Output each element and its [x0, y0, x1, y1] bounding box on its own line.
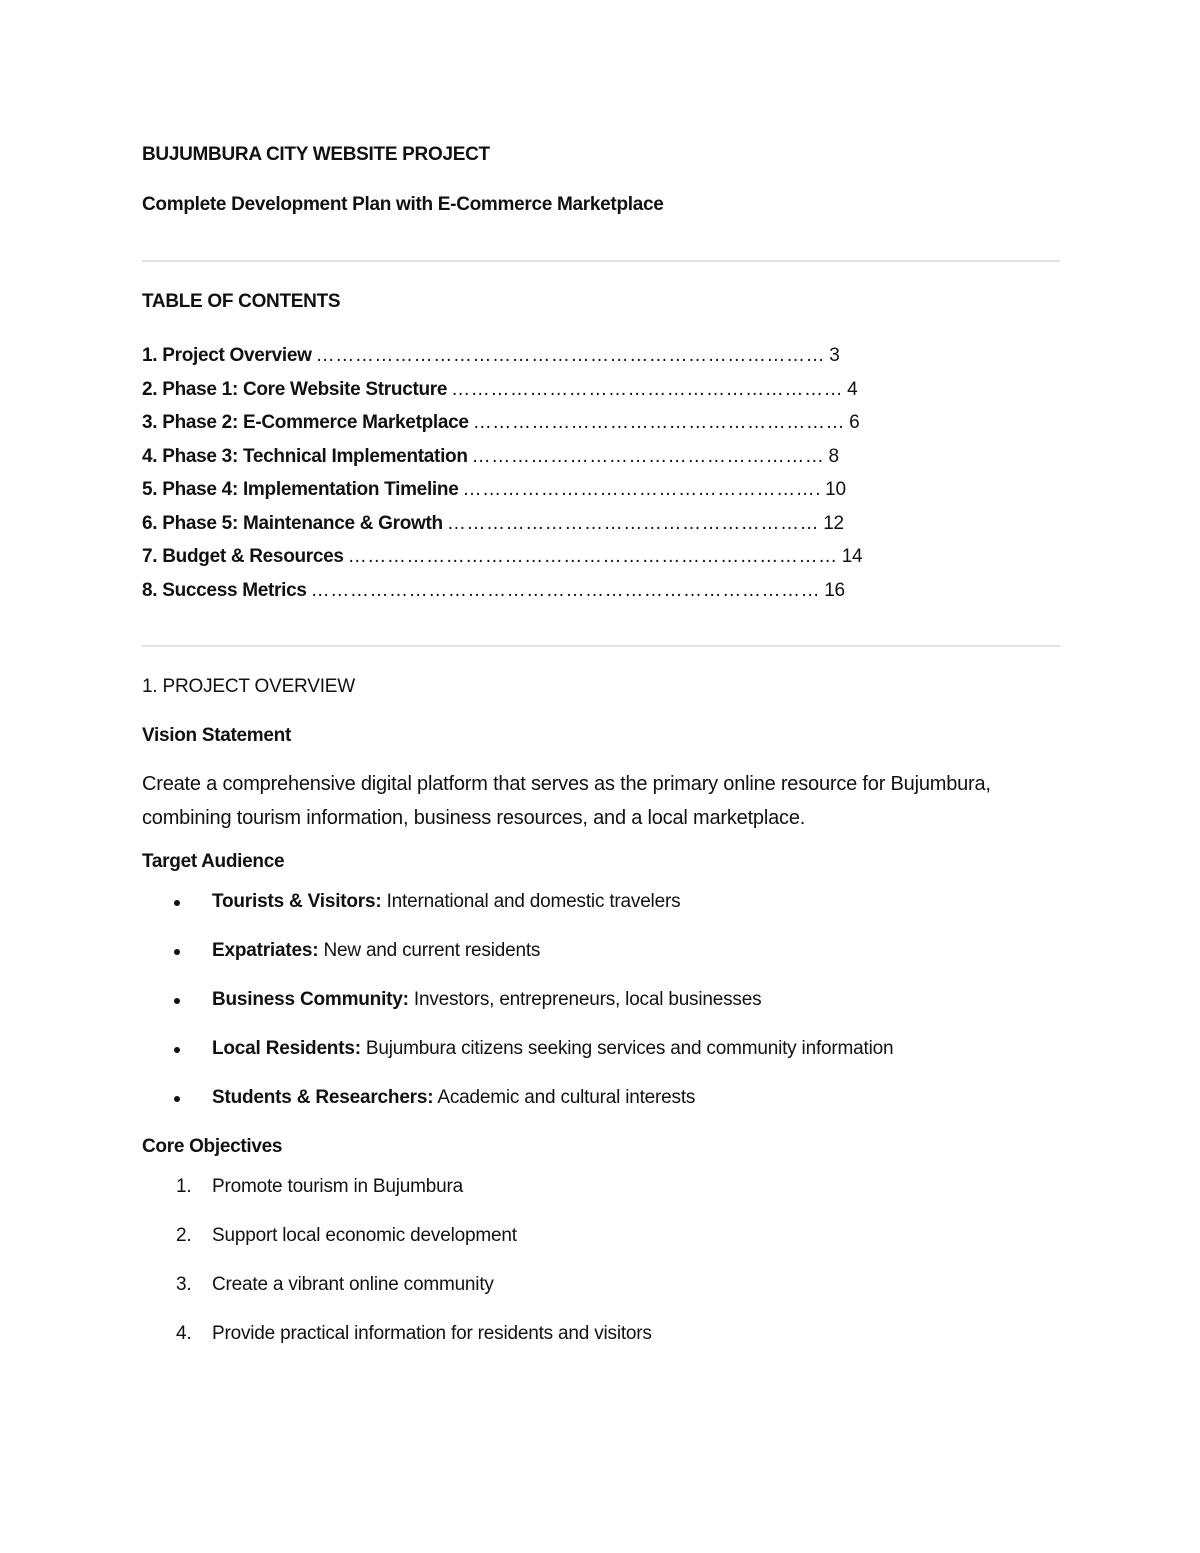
divider: [142, 645, 1060, 647]
table-of-contents: [142, 339, 1060, 607]
audience-description: Bujumbura citizens seeking services and community information: [360, 1038, 894, 1059]
toc-entry: [142, 574, 1060, 608]
list-number: 2.: [176, 1225, 192, 1246]
audience-description: International and domestic travelers: [381, 891, 681, 912]
objectives-list: [142, 1174, 1060, 1347]
toc-page-number: 4: [847, 378, 858, 400]
bullet-icon: [174, 949, 180, 955]
document-title: BUJUMBURA CITY WEBSITE PROJECT: [142, 144, 490, 165]
audience-description: Academic and cultural interests: [433, 1087, 696, 1108]
list-item: [142, 889, 1060, 915]
toc-entry-label: 8. Success Metrics: [142, 579, 307, 601]
toc-entry-label: 7. Budget & Resources: [142, 546, 344, 567]
list-item: [142, 987, 1060, 1013]
toc-entry: [142, 373, 1060, 407]
toc-leader-dots: ………………………………………………: [471, 445, 825, 467]
audience-description: New and current residents: [318, 940, 541, 961]
bullet-icon: [174, 1047, 180, 1053]
list-number: 4.: [176, 1323, 192, 1344]
toc-heading: TABLE OF CONTENTS: [142, 291, 341, 312]
toc-entry-label: 5. Phase 4: Implementation Timeline: [142, 479, 459, 500]
document-subtitle: Complete Development Plan with E-Commerce Marketplace: [142, 194, 664, 215]
toc-entry-label: 4. Phase 3: Technical Implementation: [142, 445, 468, 467]
toc-entry: [142, 473, 1060, 507]
list-item: [142, 1321, 1060, 1347]
list-item: [142, 1174, 1060, 1200]
toc-page-number: 16: [824, 579, 845, 601]
toc-page-number: 10: [825, 479, 846, 500]
list-item: [142, 1272, 1060, 1298]
vision-heading: Vision Statement: [142, 725, 291, 746]
list-item: [142, 1036, 1060, 1062]
toc-entry: [142, 540, 1060, 574]
toc-entry: [142, 507, 1060, 541]
toc-entry-label: 2. Phase 1: Core Website Structure: [142, 378, 448, 400]
toc-entry: [142, 406, 1060, 440]
divider: [142, 260, 1060, 262]
list-item: [142, 938, 1060, 964]
audience-description: Investors, entrepreneurs, local businesses: [408, 989, 762, 1010]
audience-term: Business Community:: [212, 989, 409, 1010]
audience-term: Students & Researchers:: [212, 1087, 434, 1108]
list-item: [142, 1223, 1060, 1249]
toc-entry-label: 1. Project Overview: [142, 345, 312, 366]
toc-leader-dots: …………………………………………………: [472, 412, 846, 433]
list-item: [142, 1085, 1060, 1111]
audience-heading: Target Audience: [142, 851, 285, 872]
objectives-heading: Core Objectives: [142, 1136, 283, 1157]
section-heading: 1. PROJECT OVERVIEW: [142, 676, 355, 697]
bullet-icon: [174, 998, 180, 1004]
toc-page-number: 3: [829, 345, 840, 366]
toc-page-number: 14: [841, 546, 863, 567]
toc-entry: [142, 440, 1060, 474]
objective-text: Promote tourism in Bujumbura: [212, 1176, 464, 1197]
toc-page-number: 12: [823, 512, 844, 534]
bullet-icon: [174, 900, 180, 906]
audience-term: Expatriates:: [212, 940, 319, 961]
objective-text: Support local economic development: [212, 1225, 517, 1246]
list-number: 3.: [176, 1274, 192, 1295]
objective-text: Provide practical information for residents and visitors: [212, 1323, 652, 1344]
toc-leader-dots: ……………………………………………….: [462, 479, 822, 500]
bullet-icon: [174, 1096, 180, 1102]
toc-entry-label: 6. Phase 5: Maintenance & Growth: [142, 512, 443, 534]
toc-leader-dots: ……………………………………………………………………: [315, 345, 826, 366]
toc-entry-label: 3. Phase 2: E-Commerce Marketplace: [142, 412, 469, 433]
toc-page-number: 6: [849, 412, 860, 433]
objective-text: Create a vibrant online community: [212, 1274, 494, 1295]
toc-leader-dots: …………………………………………………: [446, 512, 820, 534]
toc-page-number: 8: [828, 445, 839, 467]
document-page: [142, 142, 1060, 1370]
vision-text: Create a comprehensive digital platform that serves as the primary online resource for Bujumbura, combining tourism information, business resources, and a local marketplace.: [142, 773, 991, 829]
audience-list: [142, 889, 1060, 1111]
toc-leader-dots: …………………………………………………………………: [347, 546, 838, 567]
toc-leader-dots: ……………………………………………………………………: [310, 579, 821, 601]
list-number: 1.: [176, 1176, 192, 1197]
audience-term: Tourists & Visitors:: [212, 891, 382, 912]
toc-leader-dots: ……………………………………………………: [451, 378, 844, 400]
audience-term: Local Residents:: [212, 1038, 361, 1059]
toc-entry: [142, 339, 1060, 373]
